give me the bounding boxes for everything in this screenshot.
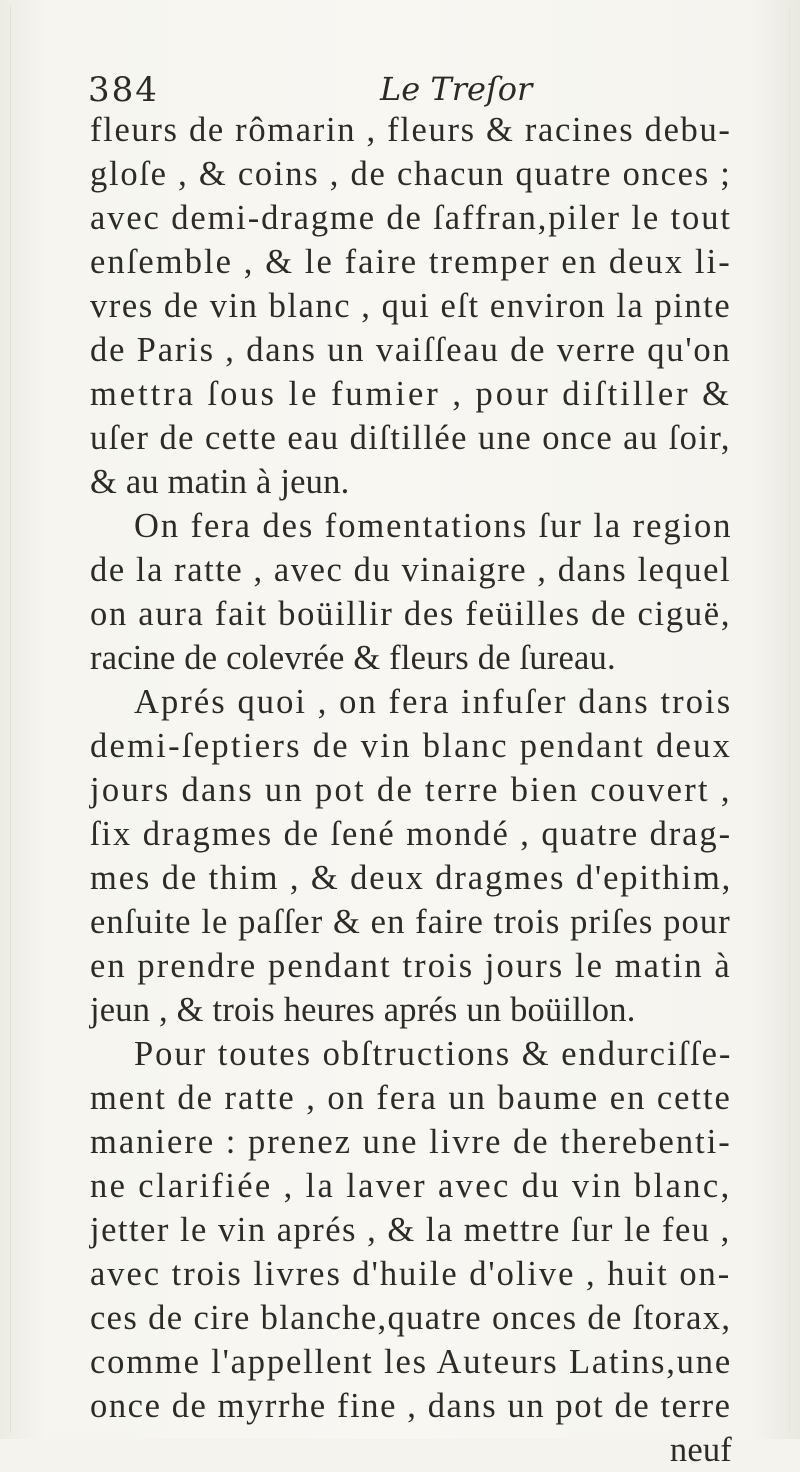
text-line: de la ratte , avec du vinaigre , dans lequel: [90, 551, 732, 589]
text-line: on aura fait boüillir des feüilles de ciguë,: [90, 595, 732, 633]
text-line: maniere : prenez une livre de therebenti-: [90, 1123, 732, 1161]
text-line: de Paris , dans un vaiſſeau de verre qu'on: [90, 331, 732, 369]
text-line: gloſe , & coins , de chacun quatre onces ;: [90, 155, 732, 193]
running-title: Le Treſor: [380, 70, 533, 108]
text-line: vres de vin blanc , qui eſt environ la pinte: [90, 287, 732, 325]
text-line: ſix dragmes de ſené mondé , quatre drag-: [90, 815, 732, 853]
text-line: comme l'appellent les Auteurs Latins,une: [90, 1343, 732, 1381]
text-line: racine de colevrée & fleurs de ſureau.: [90, 639, 616, 677]
text-line: avec trois livres d'huile d'olive , huit on-: [90, 1255, 732, 1293]
text-line: Aprés quoi , on fera infuſer dans trois: [134, 683, 733, 721]
text-line: en prendre pendant trois jours le matin à: [90, 947, 732, 985]
text-line: fleurs de rômarin , fleurs & racines debu-: [90, 111, 732, 149]
text-line: ne clarifiée , la laver avec du vin blanc,: [90, 1167, 732, 1205]
text-line: enſuite le paſſer & en faire trois priſes pour: [90, 903, 731, 941]
text-line: mettra ſous le fumier , pour diſtiller &: [90, 375, 732, 413]
text-line: jetter le vin aprés , & la mettre ſur le feu ,: [90, 1211, 731, 1249]
text-line: ces de cire blanche,quatre onces de ſtorax,: [90, 1299, 732, 1337]
catchword: neuf: [669, 1431, 732, 1469]
text-line: On fera des fomentations ſur la region: [134, 507, 733, 545]
text-line: jours dans un pot de terre bien couvert ,: [90, 771, 732, 809]
text-line: avec demi-dragme de ſaffran,piler le tout: [90, 199, 732, 237]
body-text: [90, 108, 740, 1472]
text-line: mes de thim , & deux dragmes d'epithim,: [90, 859, 733, 897]
text-line: & au matin à jeun.: [90, 463, 350, 501]
text-line: demi-ſeptiers de vin blanc pendant deux: [90, 727, 733, 765]
text-line: Pour toutes obſtructions & endurciſſe-: [134, 1035, 733, 1073]
text-line: jeun , & trois heures aprés un boüillon.: [90, 991, 636, 1029]
text-line: ment de ratte , on fera un baume en cette: [90, 1079, 732, 1117]
text-line: uſer de cette eau diſtillée une once au ſoir,: [90, 419, 731, 457]
page-number: 384: [88, 70, 159, 110]
text-line: once de myrrhe fine , dans un pot de terre: [90, 1387, 732, 1425]
text-line: enſemble , & le faire tremper en deux li-: [90, 243, 732, 281]
